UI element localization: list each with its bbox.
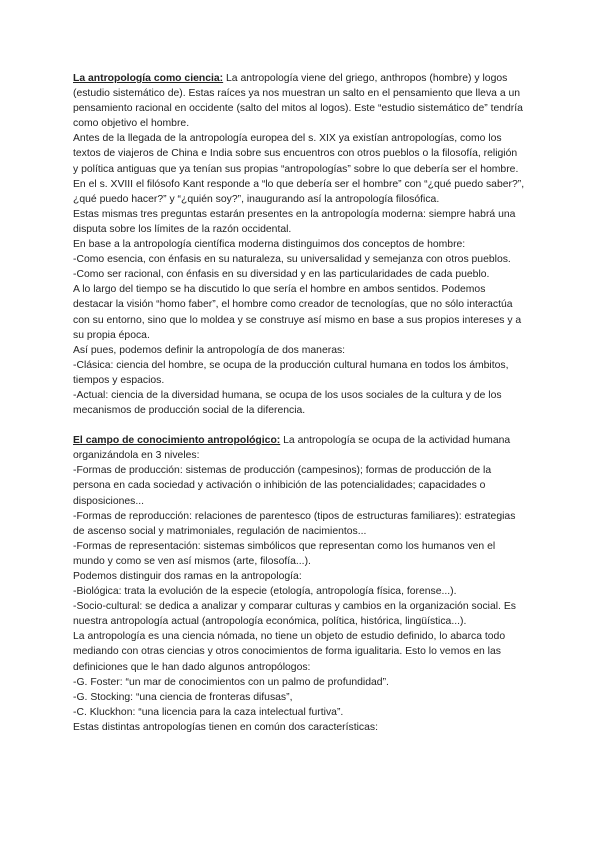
list-item: -Clásica: ciencia del hombre, se ocupa de la producción cultural humana en todos los ámbitos, tiempos y espacios.	[73, 359, 509, 386]
paragraph: Estas mismas tres preguntas estarán presentes en la antropología moderna: siempre habrá una disputa sobre los límites de la razón occidental.	[73, 208, 516, 235]
quote-item: -C. Kluckhon: “una licencia para la caza intelectual furtiva”.	[73, 706, 344, 718]
paragraph: En base a la antropología científica moderna distinguimos dos conceptos de hombre:	[73, 239, 466, 251]
list-item: -Como esencia, con énfasis en su naturaleza, su universalidad y semejanza con otros pueblos.	[73, 254, 511, 266]
section-2-intro-text: La antropología se ocupa de la actividad humana organizándola en 3 niveles:	[73, 435, 511, 462]
list-item: -Biológica: trata la evolución de la especie (etología, antropología física, forense...).	[73, 586, 457, 598]
section-2-heading: El campo de conocimiento antropológico:	[73, 435, 281, 447]
paragraph: Podemos distinguir dos ramas en la antropología:	[73, 571, 302, 582]
paragraph: La antropología es una ciencia nómada, no tiene un objeto de estudio definido, lo abarca todo mediando con otras ciencias y otros conocimientos de forma igualitaria. Esto lo vemos en las definiciones que le han dado algunos antropólogos:	[73, 631, 506, 673]
quote-item: -G. Foster: “un mar de conocimientos con un palmo de profundidad”.	[73, 676, 389, 688]
list-item: -Socio-cultural: se dedica a analizar y comparar culturas y cambios en la organización social. Es nuestra antropología actual (antropología económica, política, histórica, lingüística...).	[73, 601, 516, 628]
paragraph: Antes de la llegada de la antropología europea del s. XIX ya existían antropologías, como los textos de viajeros de China e India sobre sus encuentros con otros pueblos o la filosofía, religión y política antiguas que ya tenían sus propias “antropologías” sobre lo que debería ser el hombre.	[73, 133, 519, 175]
paragraph: A lo largo del tiempo se ha discutido lo que sería el hombre en ambos sentidos. Podemos destacar la visión “homo faber”, el hombre como creador de tecnologías, que no sólo interactúa con su entorno, sino que lo moldea y se construye así mismo en base a sus propios intereses y a su propia época.	[73, 284, 522, 341]
list-item: -Como ser racional, con énfasis en su diversidad y en las particularidades de cada pueblo.	[73, 269, 490, 281]
section-2-intro	[73, 433, 525, 463]
list-item: -Actual: ciencia de la diversidad humana, se ocupa de los usos sociales de la cultura y de los mecanismos de producción social de la diferencia.	[73, 389, 502, 417]
list-item: -Formas de representación: sistemas simbólicos que representan como los humanos ven el mundo y como se ven así mismos (arte, filosofía...).	[73, 540, 496, 567]
quote-item: -G. Stocking: “una ciencia de fronteras difusas”,	[73, 691, 293, 703]
paragraph: Estas distintas antropologías tienen en común dos características:	[73, 721, 378, 733]
section-1-intro	[73, 71, 525, 131]
paragraph: Así pues, podemos definir la antropología de dos maneras:	[73, 344, 346, 356]
section-1-heading: La antropología como ciencia:	[73, 73, 224, 84]
section-spacer	[73, 418, 525, 433]
document-body	[73, 71, 525, 735]
paragraph: En el s. XVIII el filósofo Kant responde a “lo que debería ser el hombre” con “¿qué puedo saber?”, ¿qué puedo hacer?” y “¿quién soy?”, inaugurando así la antropología filosófica.	[73, 178, 525, 205]
list-item: -Formas de reproducción: relaciones de parentesco (tipos de estructuras familiares): estrategias de ascenso social y matrimoniales, regulación de nacimientos...	[73, 510, 516, 537]
section-1-intro-text: La antropología viene del griego, anthropos (hombre) y logos (estudio sistemático de). Estas raíces ya nos muestran un salto en el pensamiento que lleva a un pensamiento racional en occidente (salto del mitos al logos). Este “estudio sistemático de” tendría como objetivo el hombre.	[73, 73, 523, 130]
list-item: -Formas de producción: sistemas de producción (campesinos); formas de producción de la persona en cada sociedad y activación o inhibición de las potencialidades; capacidades o disposiciones...	[73, 465, 492, 507]
